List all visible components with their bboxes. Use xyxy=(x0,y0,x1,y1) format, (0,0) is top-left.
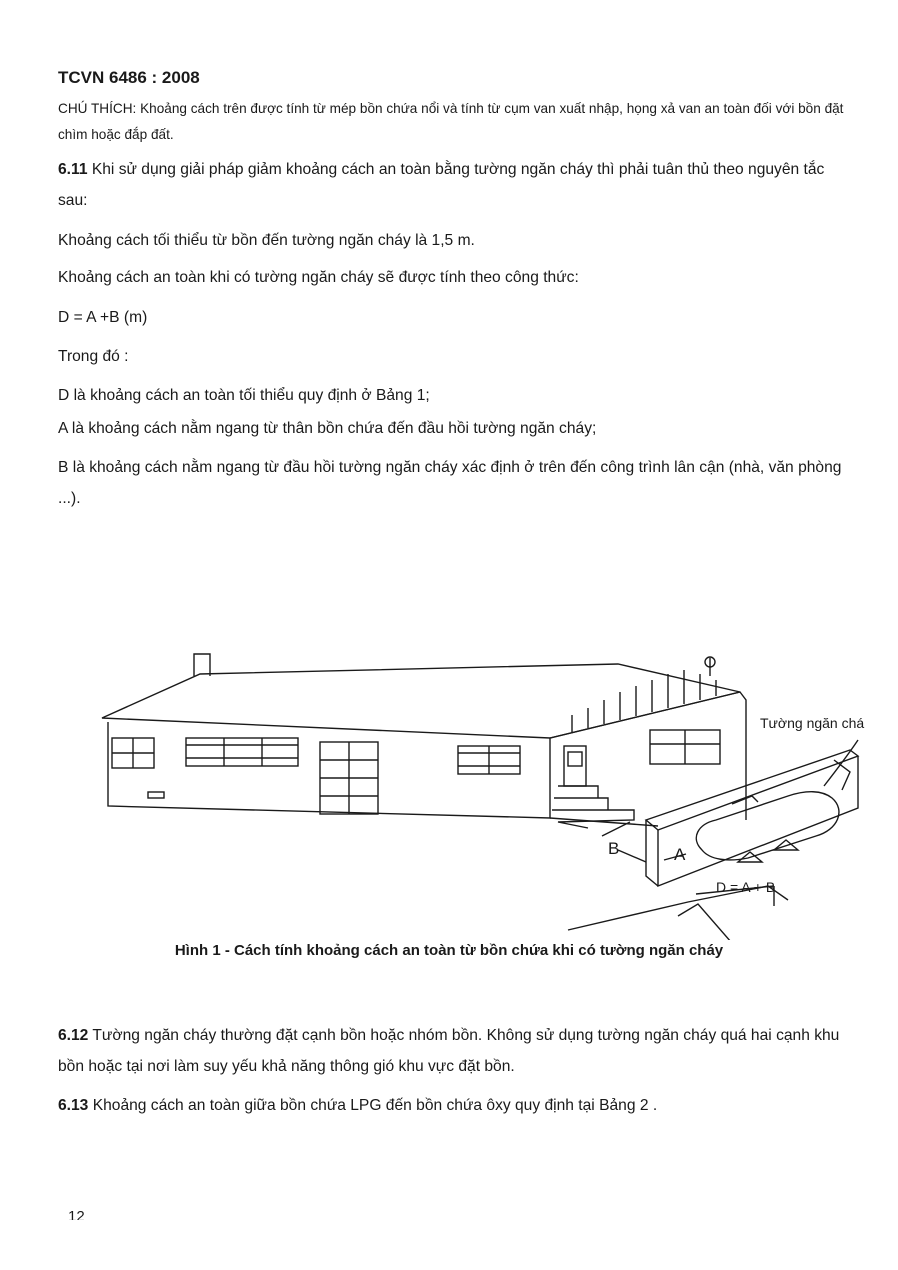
line-def-a: A là khoảng cách nằm ngang từ thân bồn chứa đến đầu hồi tường ngăn cháy; xyxy=(58,420,597,437)
label-firewall: Tường ngăn chá xyxy=(760,715,865,731)
line-def-d: D là khoảng cách an toàn tối thiểu quy định ở Bảng 1; xyxy=(58,387,430,404)
note-prefix: CHÚ THÍCH: xyxy=(58,101,137,116)
line-def-b: B là khoảng cách nằm ngang từ đầu hồi tường ngăn cháy xác định ở trên đến công trình lân cận (nhà, văn phòng ...). xyxy=(58,459,842,507)
label-formula: D = A + B xyxy=(716,879,776,895)
label-a: A xyxy=(674,845,686,864)
section-6-11-number: 6.11 xyxy=(58,161,88,178)
section-6-11-text: Khi sử dụng giải pháp giảm khoảng cách an toàn bằng tường ngăn cháy thì phải tuân thủ theo nguyên tắc sau: xyxy=(58,161,825,209)
section-6-12-text: Tường ngăn cháy thường đặt cạnh bồn hoặc nhóm bồn. Không sử dụng tường ngăn cháy quá hai cạnh khu bồn hoặc tại nơi làm suy yếu khả năng thông gió khu vực đặt bồn. xyxy=(58,1027,840,1075)
line-min-distance: Khoảng cách tối thiểu từ bồn đến tường ngăn cháy là 1,5 m. xyxy=(58,232,475,249)
figure-caption: Hình 1 - Cách tính khoảng cách an toàn từ bồn chứa khi có tường ngăn cháy xyxy=(174,942,724,959)
note-paragraph xyxy=(58,96,848,148)
label-b: B xyxy=(608,839,620,858)
section-6-13 xyxy=(58,1090,848,1121)
section-6-12-number: 6.12 xyxy=(58,1027,89,1044)
figure-illustration xyxy=(98,640,868,940)
standard-header: TCVN 6486 : 2008 xyxy=(58,68,200,87)
line-formula-intro: Khoảng cách an toàn khi có tường ngăn cháy sẽ được tính theo công thức: xyxy=(58,269,579,286)
section-6-11 xyxy=(58,154,848,216)
note-text: Khoảng cách trên được tính từ mép bồn chứa nổi và tính từ cụm van xuất nhập, họng xả van an toàn đối với bồn đặt chìm hoặc đắp đất. xyxy=(58,101,844,142)
line-formula: D = A +B (m) xyxy=(58,309,148,326)
page-number: 12 xyxy=(68,1208,85,1220)
section-6-13-text: Khoảng cách an toàn giữa bồn chứa LPG đến bồn chứa ôxy quy định tại Bảng 2 . xyxy=(88,1097,658,1114)
section-6-12 xyxy=(58,1020,848,1082)
section-6-13-number: 6.13 xyxy=(58,1097,89,1114)
line-where: Trong đó : xyxy=(58,348,129,365)
